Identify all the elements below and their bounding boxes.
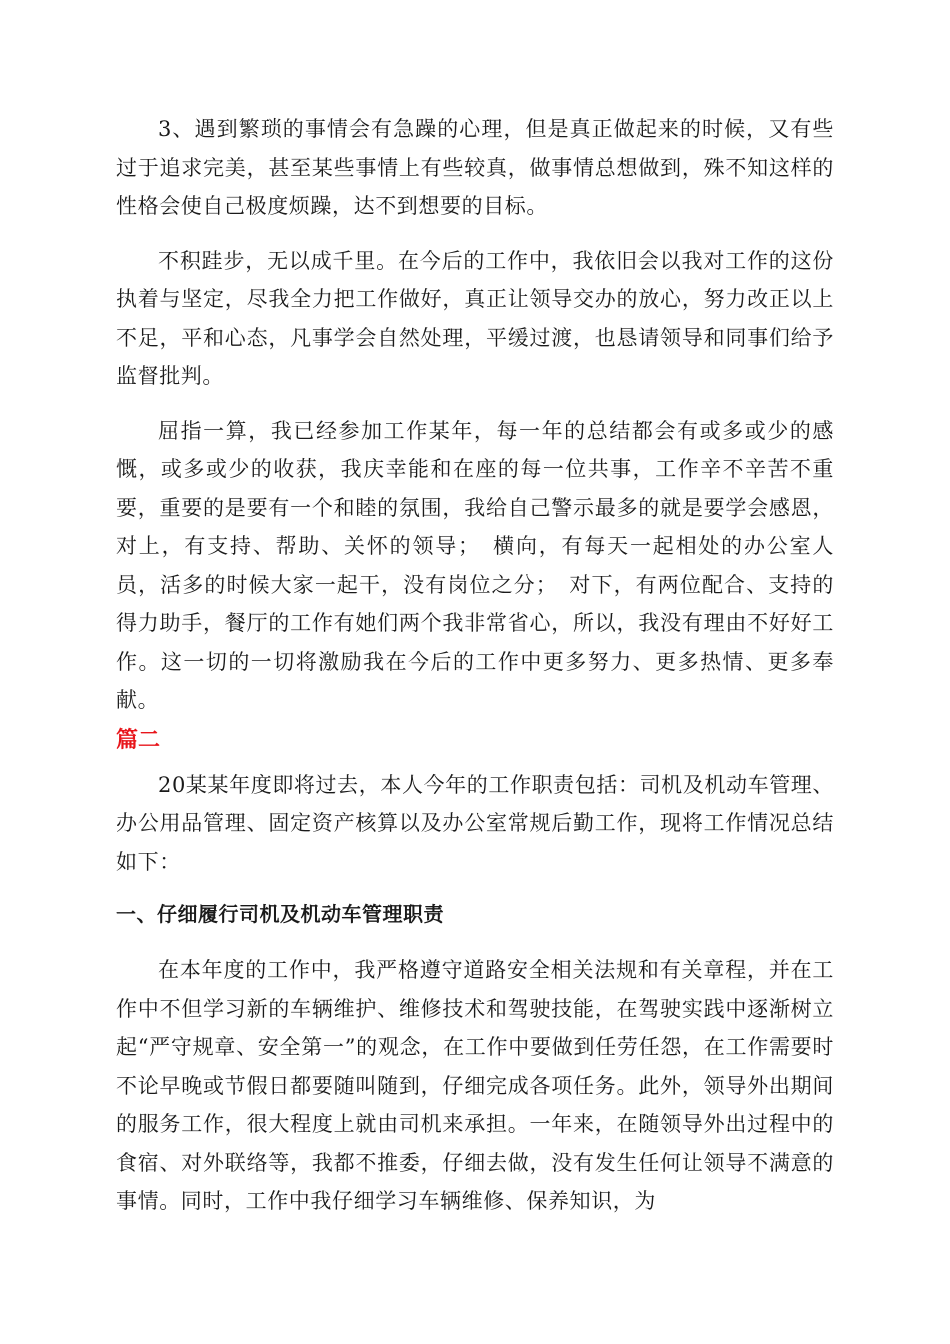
section-title: 篇二 bbox=[116, 727, 161, 753]
document-body bbox=[116, 110, 834, 1237]
paragraph-gratitude: 屈指一算，我已经参加工作某年，每一年的总结都会有或多或少的感慨，或多或少的收获，我庆幸能和在座的每一位共事，工作辛不辛苦不重要，重要的是要有一个和睦的氛围，我给自己警示最多的就是要学会感恩，对上，有支持、帮助、关怀的领导； 横向，有每天一起相处的办公室人员，活多的时候大家一起干，没有岗位之分； 对下，有两位配合、支持的得力助手，餐厅的工作有她们两个我非常省心，所以，我没有理由不好好工作。这一切的一切将激励我在今后的工作中更多努力、更多热情、更多奉献。 bbox=[116, 418, 834, 712]
paragraph-driver-work: 在本年度的工作中，我严格遵守道路安全相关法规和有关章程，并在工作中不但学习新的车辆维护、维修技术和驾驶技能，在驾驶实践中逐渐树立起“严守规章、安全第一”的观念，在工作中要做到任劳任怨，在工作需要时不论早晚或节假日都要随叫随到，仔细完成各项任务。此外，领导外出期间的服务工作，很大程度上就由司机来承担。一年来，在随领导外出过程中的食宿、对外联络等，我都不推委，仔细去做，没有发生任何让领导不满意的事情。同时，工作中我仔细学习车辆维修、保养知识，为 bbox=[116, 958, 834, 1213]
paragraph-intro: 20某某年度即将过去，本人今年的工作职责包括：司机及机动车管理、办公用品管理、固定资产核算以及办公室常规后勤工作，现将工作情况总结如下： bbox=[116, 772, 834, 874]
sub-heading-driver-duties: 一、仔细履行司机及机动车管理职责 bbox=[116, 902, 444, 926]
paragraph-personality: 3、遇到繁琐的事情会有急躁的心理，但是真正做起来的时候，又有些过于追求完美，甚至某些事情上有些较真，做事情总想做到，殊不知这样的性格会使自己极度烦躁，达不到想要的目标。 bbox=[116, 117, 834, 218]
paragraph-future-work: 不积跬步，无以成千里。在今后的工作中，我依旧会以我对工作的这份执着与坚定，尽我全力把工作做好，真正让领导交办的放心，努力改正以上不足，平和心态，凡事学会自然处理，平缓过渡，也恳请领导和同事们给予监督批判。 bbox=[116, 248, 834, 388]
